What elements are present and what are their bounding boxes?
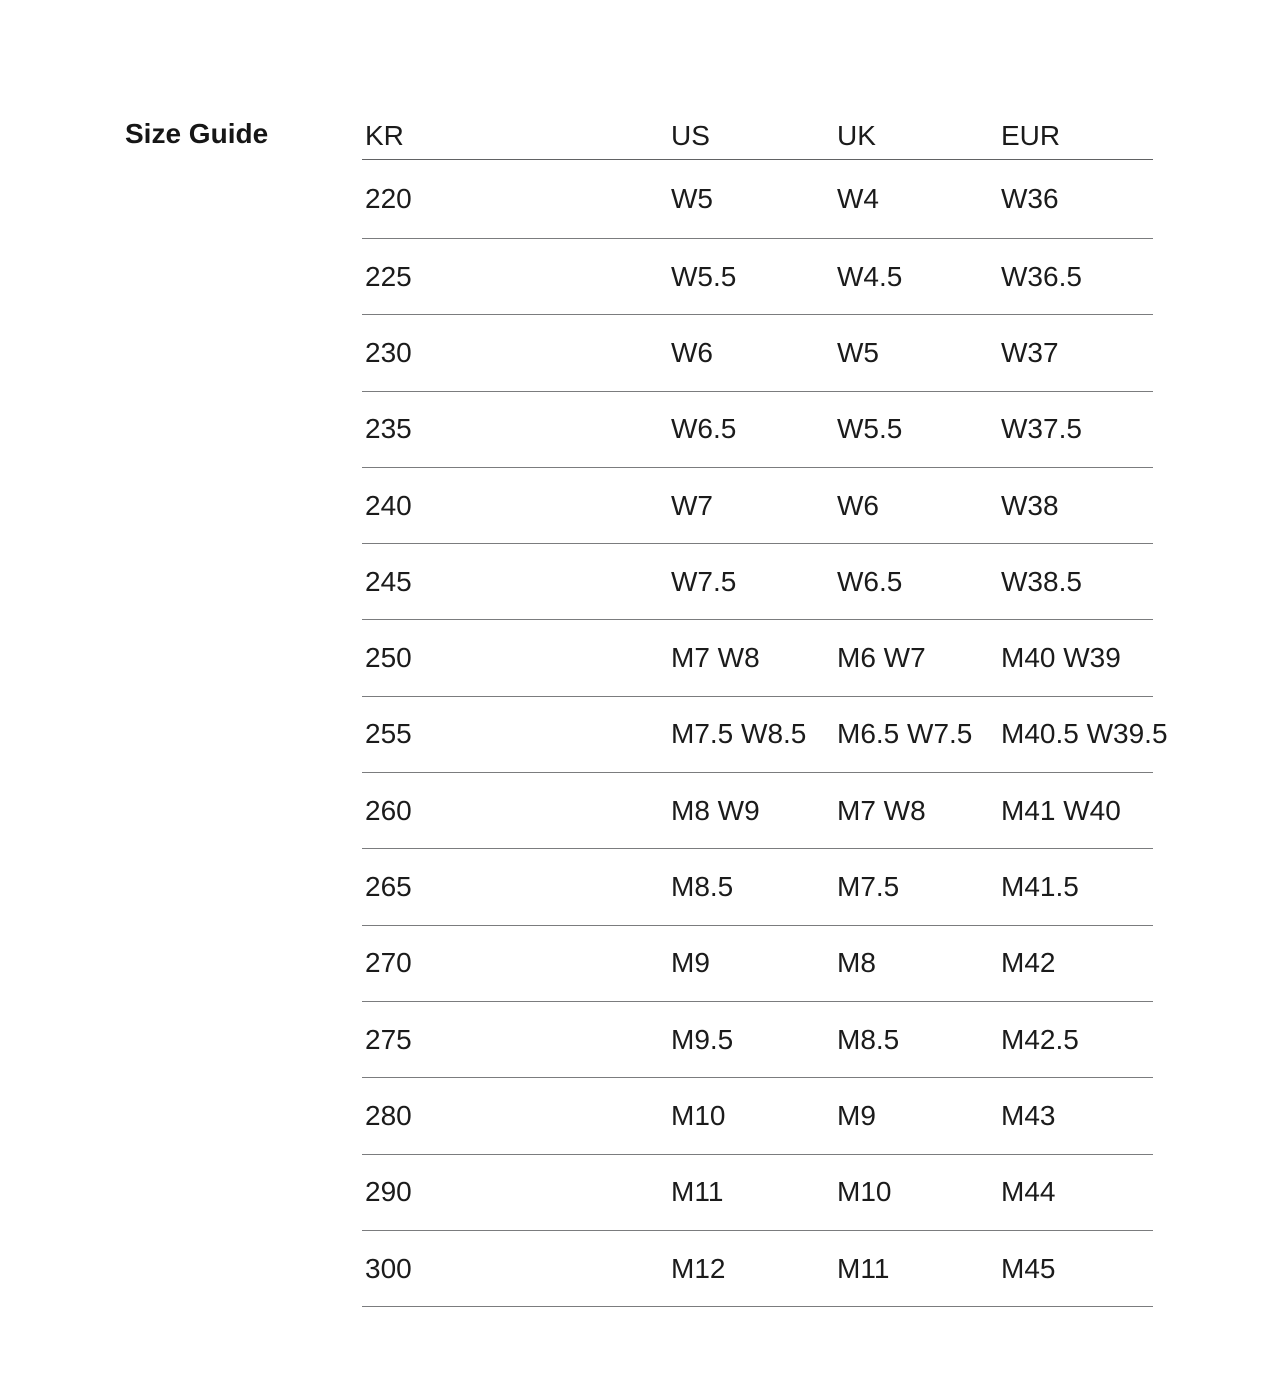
- table-row: [362, 1002, 1153, 1078]
- table-row: [362, 697, 1168, 773]
- cell-us: M8.5: [671, 871, 734, 903]
- cell-eur: W36: [1001, 183, 1059, 214]
- column-header-eur: EUR: [1001, 120, 1061, 151]
- cell-us: W6: [671, 336, 713, 368]
- cell-kr: 235: [365, 413, 412, 445]
- cell-eur: M45: [1001, 1252, 1056, 1284]
- table-row: [362, 239, 1153, 315]
- cell-us: M9: [671, 947, 710, 979]
- table-row: [362, 849, 1153, 925]
- table-row: [362, 392, 1153, 468]
- table-row: [362, 315, 1153, 391]
- cell-eur: M41 W40: [1001, 794, 1121, 826]
- cell-kr: 255: [365, 718, 412, 750]
- cell-us: W7.5: [671, 565, 737, 597]
- cell-eur: M43: [1001, 1099, 1056, 1131]
- cell-kr: 230: [365, 336, 412, 368]
- cell-uk: W5: [837, 336, 879, 368]
- cell-us: W6.5: [671, 413, 737, 445]
- cell-kr: 290: [365, 1176, 412, 1208]
- table-row: [362, 468, 1153, 544]
- cell-us: W7: [671, 489, 713, 521]
- table-row: [362, 773, 1153, 849]
- table-row: [362, 1078, 1153, 1154]
- cell-kr: 220: [365, 183, 412, 214]
- cell-eur: W37: [1001, 336, 1059, 368]
- size-guide-title: Size Guide: [125, 118, 269, 149]
- cell-uk: M7 W8: [837, 794, 926, 826]
- cell-kr: 240: [365, 489, 412, 521]
- cell-uk: M8: [837, 947, 876, 979]
- table-row: [362, 1155, 1153, 1231]
- cell-us: W5.5: [671, 260, 737, 292]
- column-header-kr: KR: [365, 120, 404, 151]
- cell-uk: M10: [837, 1176, 892, 1208]
- cell-kr: 265: [365, 871, 412, 903]
- cell-eur: W36.5: [1001, 260, 1082, 292]
- cell-eur: W38.5: [1001, 565, 1082, 597]
- table-header-row: [362, 113, 1153, 160]
- cell-kr: 280: [365, 1099, 412, 1131]
- cell-us: M9.5: [671, 1023, 734, 1055]
- cell-kr: 245: [365, 565, 412, 597]
- cell-us: M7.5 W8.5: [671, 718, 807, 750]
- cell-uk: M6.5 W7.5: [837, 718, 973, 750]
- cell-kr: 275: [365, 1023, 412, 1055]
- column-header-us: US: [671, 120, 710, 151]
- cell-eur: M40 W39: [1001, 642, 1121, 674]
- cell-kr: 260: [365, 794, 412, 826]
- cell-uk: M11: [837, 1252, 890, 1284]
- cell-kr: 300: [365, 1252, 412, 1284]
- cell-us: W5: [671, 183, 713, 214]
- table-row: [362, 926, 1153, 1002]
- cell-uk: M6 W7: [837, 642, 926, 674]
- cell-eur: M42.5: [1001, 1023, 1079, 1055]
- cell-uk: W6: [837, 489, 879, 521]
- cell-eur: M40.5 W39.5: [1001, 718, 1168, 750]
- cell-uk: W4: [837, 183, 879, 214]
- cell-eur: M41.5: [1001, 871, 1079, 903]
- cell-eur: M42: [1001, 947, 1056, 979]
- cell-uk: M9: [837, 1099, 876, 1131]
- table-row: [362, 1231, 1153, 1307]
- cell-eur: M44: [1001, 1176, 1056, 1208]
- cell-us: M11: [671, 1176, 724, 1208]
- cell-uk: W4.5: [837, 260, 903, 292]
- cell-uk: W6.5: [837, 565, 903, 597]
- cell-us: M8 W9: [671, 794, 760, 826]
- table-row: [362, 620, 1153, 696]
- cell-us: M7 W8: [671, 642, 760, 674]
- cell-eur: W38: [1001, 489, 1059, 521]
- cell-kr: 225: [365, 260, 412, 292]
- cell-us: M10: [671, 1099, 726, 1131]
- cell-kr: 270: [365, 947, 412, 979]
- cell-uk: M7.5: [837, 871, 900, 903]
- table-row: [362, 544, 1153, 620]
- cell-eur: W37.5: [1001, 413, 1082, 445]
- column-header-uk: UK: [837, 120, 876, 151]
- cell-uk: M8.5: [837, 1023, 900, 1055]
- cell-uk: W5.5: [837, 413, 903, 445]
- table-row: [362, 160, 1153, 239]
- size-guide-table: [362, 113, 1168, 1307]
- cell-us: M12: [671, 1252, 726, 1284]
- cell-kr: 250: [365, 642, 412, 674]
- table-body: [362, 160, 1168, 1307]
